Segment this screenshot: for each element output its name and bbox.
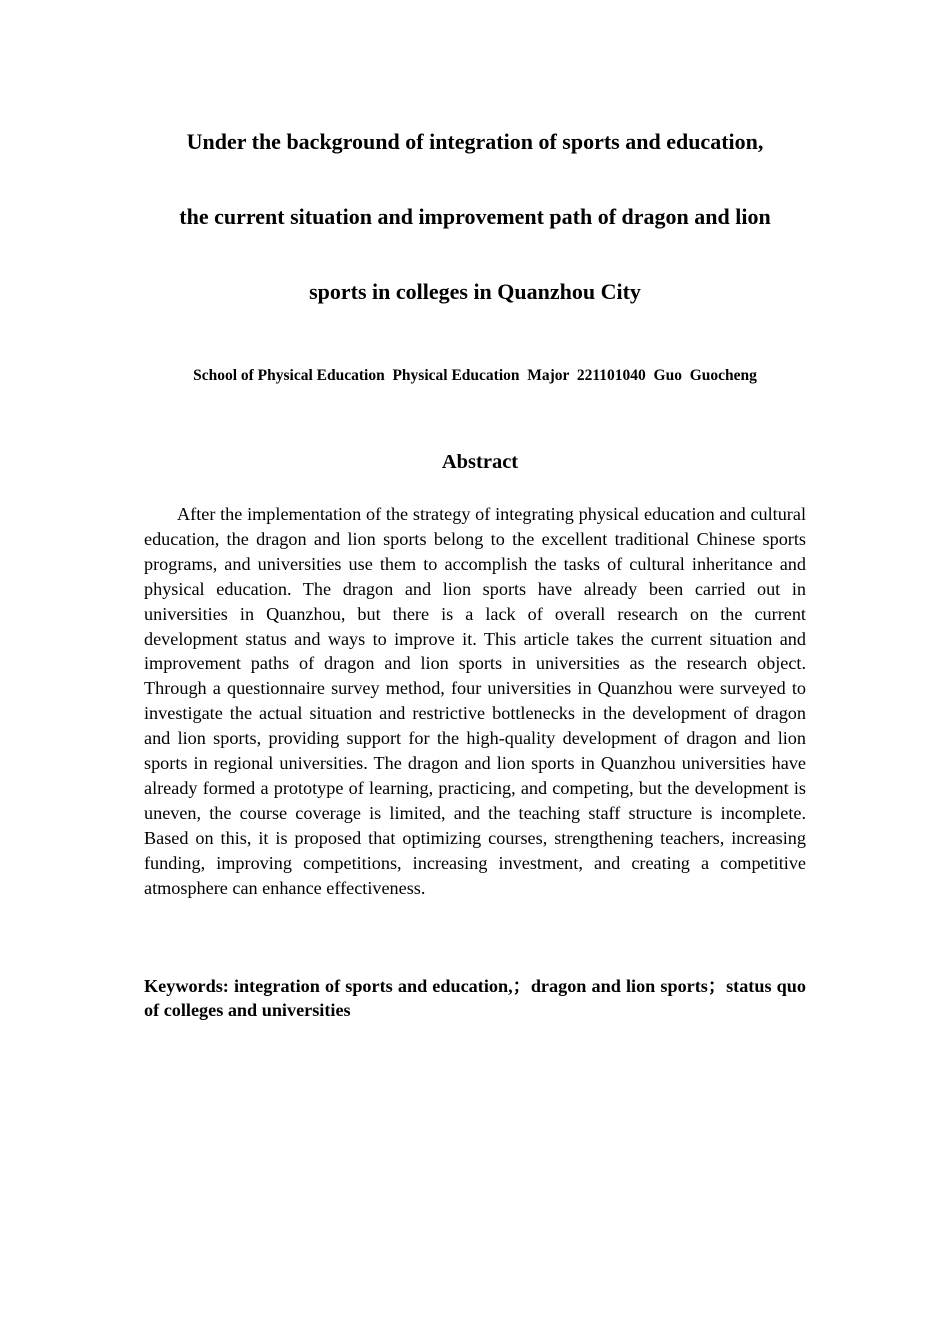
author-affiliation: School of Physical Education Physical Education Major 221101040 Guo Guocheng <box>193 367 757 384</box>
title-line-2: the current situation and improvement path of dragon and lion <box>179 204 771 229</box>
keywords: Keywords: integration of sports and education,；dragon and lion sports；status quo of colleges and universities <box>144 976 806 1020</box>
title-line-3: sports in colleges in Quanzhou City <box>309 279 641 304</box>
title-line-1: Under the background of integration of sports and education, <box>186 129 764 154</box>
abstract-heading: Abstract <box>441 451 519 473</box>
paper-title <box>100 124 850 349</box>
abstract-body: After the implementation of the strategy of integrating physical education and cultural education, the dragon and lion sports belong to the excellent traditional Chinese sports programs, and universities use them to accomplish the tasks of cultural inheritance and physical education. The dragon and lion sports have already been carried out in universities in Quanzhou, but there is a lack of overall research on the current development status and ways to improve it. This article takes the current situation and improvement paths of dragon and lion sports in universities as the research object. Through a questionnaire survey method, four universities in Quanzhou were surveyed to investigate the actual situation and restrictive bottlenecks in the development of dragon and lion sports, providing support for the high-quality development of dragon and lion sports in regional universities. The dragon and lion sports in Quanzhou universities have already formed a prototype of learning, practicing, and competing, but the development is uneven, the course coverage is limited, and the teaching staff structure is incomplete. Based on this, it is proposed that optimizing courses, strengthening teachers, increasing funding, improving competitions, increasing investment, and creating a competitive atmosphere can enhance effectiveness. <box>144 504 806 898</box>
